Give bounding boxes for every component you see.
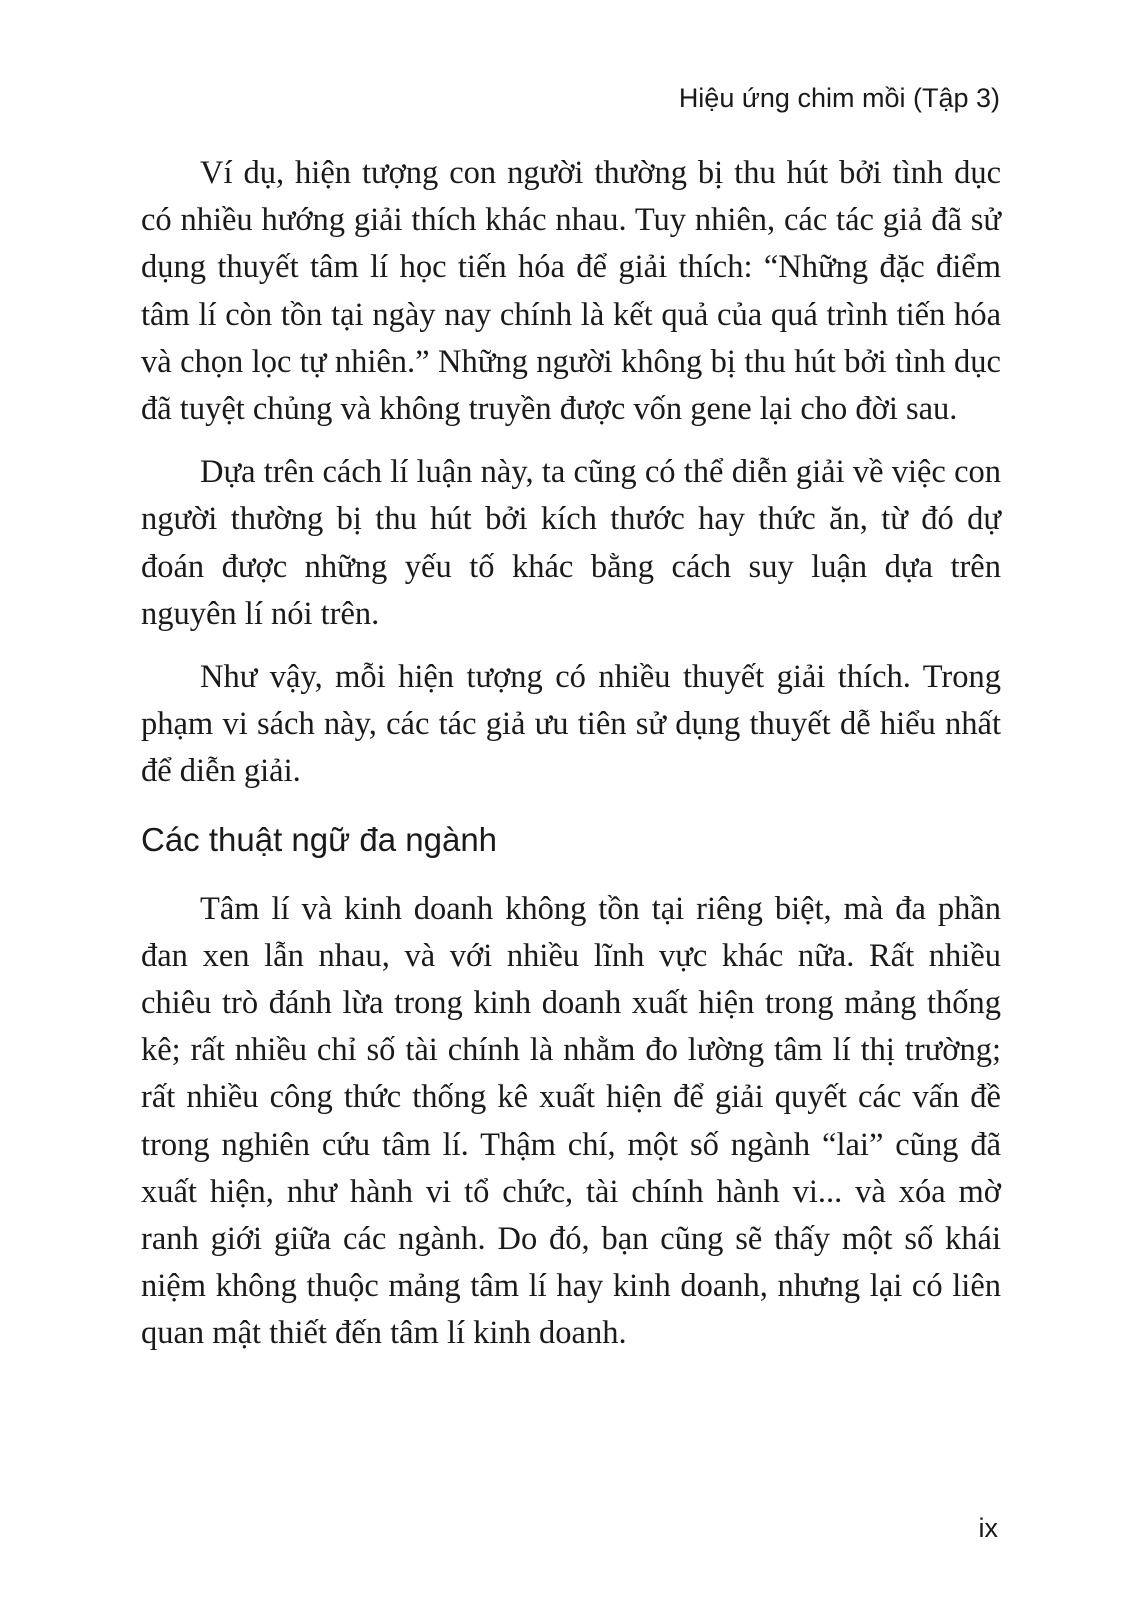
paragraph: Dựa trên cách lí luận này, ta cũng có thể diễn giải về việc con người thường bị thu hút bởi kích thước hay thức ăn, từ đó dự đoán được những yếu tố khác bằng cách suy luận dựa trên nguyên lí nói trên. <box>141 454 1001 632</box>
running-header: Hiệu ứng chim mồi (Tập 3) <box>678 83 1000 113</box>
paragraph: Ví dụ, hiện tượng con người thường bị thu hút bởi tình dục có nhiều hướng giải thích khác nhau. Tuy nhiên, các tác giả đã sử dụng thuyết tâm lí học tiến hóa để giải thích: “Những đặc điểm tâm lí còn tồn tại ngày nay chính là kết quả của quá trình tiến hóa và chọn lọc tự nhiên.” Những người không bị thu hút bởi tình dục đã tuyệt chủng và không truyền được vốn gene lại cho đời sau. <box>141 155 1001 428</box>
page-body <box>141 150 1001 1374</box>
paragraph: Tâm lí và kinh doanh không tồn tại riêng biệt, mà đa phần đan xen lẫn nhau, và với nhiều lĩnh vực khác nữa. Rất nhiều chiêu trò đánh lừa trong kinh doanh xuất hiện trong mảng thống kê; rất nhiều chỉ số tài chính là nhằm đo lường tâm lí thị trường; rất nhiều công thức thống kê xuất hiện để giải quyết các vấn đề trong nghiên cứu tâm lí. Thậm chí, một số ngành “lai” cũng đã xuất hiện, như hành vi tổ chức, tài chính hành vi... và xóa mờ ranh giới giữa các ngành. Do đó, bạn cũng sẽ thấy một số khái niệm không thuộc mảng tâm lí hay kinh doanh, nhưng lại có liên quan mật thiết đến tâm lí kinh doanh. <box>141 890 1001 1352</box>
section-heading: Các thuật ngữ đa ngành <box>141 820 498 858</box>
page-number: ix <box>978 1513 998 1543</box>
paragraph: Như vậy, mỗi hiện tượng có nhiều thuyết giải thích. Trong phạm vi sách này, các tác giả ưu tiên sử dụng thuyết dễ hiểu nhất để diễn giải. <box>141 659 1001 790</box>
